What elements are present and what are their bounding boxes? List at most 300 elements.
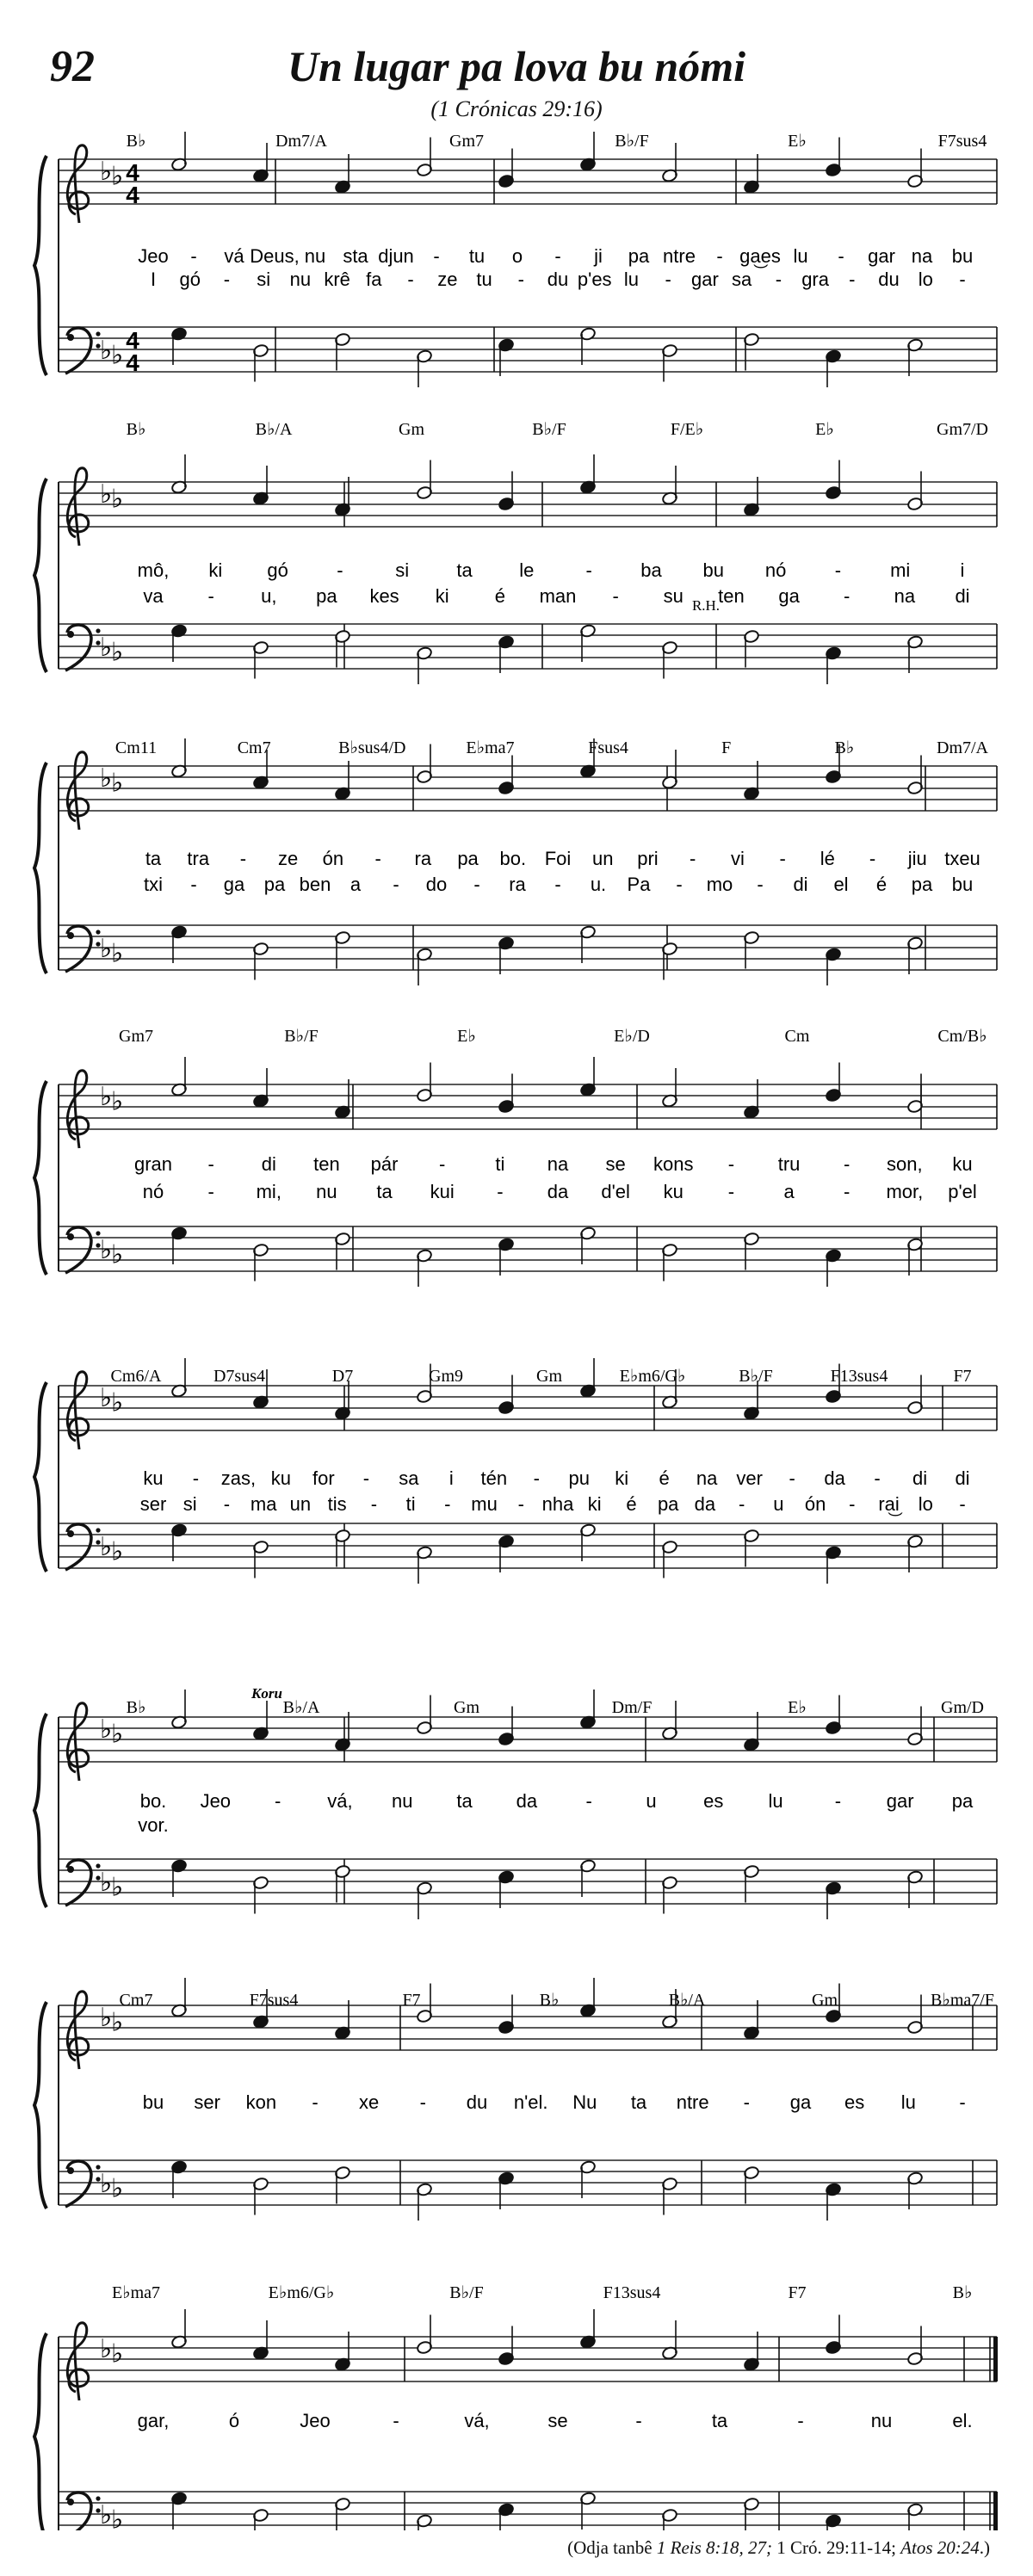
lyric-syllable: - (207, 1181, 214, 1202)
lyric-syllable: pa (263, 874, 286, 895)
time-signature-bottom: 4 (126, 182, 139, 208)
lyric-syllable: pár (370, 1153, 399, 1175)
lyric-syllable: na (911, 245, 933, 267)
lyric-syllable: bu (702, 559, 725, 581)
lyric-syllable: ser (139, 1493, 167, 1515)
scripture-reference: (1 Crónicas 29:16) (430, 96, 603, 121)
lyric-syllable: é (626, 1493, 637, 1515)
lyric-syllable: - (779, 848, 786, 869)
lyric-syllable: le (519, 559, 535, 581)
key-flat-icon: ♭ (111, 1240, 124, 1269)
bass-staff (59, 624, 997, 669)
chorus-label: Koru (251, 1685, 282, 1702)
key-flat-icon: ♭ (111, 2008, 124, 2037)
lyric-syllable: es (703, 1790, 724, 1812)
lyric-syllable: tu (468, 245, 486, 267)
lyric-syllable: ze (437, 269, 458, 290)
lyric-syllable: u. (590, 874, 607, 895)
system-brace (34, 1382, 46, 1572)
chord-symbol: B♭/F (449, 2283, 484, 2302)
lyric-syllable: u (773, 1493, 784, 1515)
bass-staff (59, 327, 997, 372)
chord-symbol: Cm/B♭ (937, 1027, 987, 1046)
lyric-syllable: sa (732, 269, 752, 290)
lyric-syllable: ki (435, 585, 449, 607)
key-flat-icon: ♭ (111, 939, 124, 968)
key-flat-icon: ♭ (111, 2505, 124, 2530)
lyric-syllable: da (694, 1493, 716, 1515)
lyric-syllable: - (517, 1493, 524, 1515)
lyric-syllable: lo (918, 1493, 933, 1515)
treble-clef-icon (67, 1372, 88, 1449)
lyric-syllable: a (349, 874, 362, 895)
lyric-syllable: man (539, 585, 577, 607)
chord-symbol: B♭ (539, 1991, 560, 2010)
lyric-syllable: si (182, 1493, 197, 1515)
lyric-syllable: ntre (676, 2091, 709, 2113)
chord-symbol: E♭m6/G♭ (268, 2283, 335, 2302)
lyric-syllable: lu (900, 2091, 916, 2113)
lyric-syllable: zas, (220, 1467, 257, 1489)
key-flat-icon: ♭ (111, 1720, 124, 1749)
lyric-syllable: - (207, 1153, 214, 1175)
bass-clef-dot (67, 2167, 74, 2174)
bass-clef-dot (67, 1233, 74, 1240)
lyric-syllable: gar (886, 1790, 914, 1812)
lyric-syllable: nu (870, 2410, 893, 2431)
chord-symbol: Gm7 (449, 132, 484, 151)
lyric-syllable: - (393, 2410, 399, 2431)
lyric-syllable: Foi (544, 848, 572, 869)
treble-clef-icon (67, 145, 88, 223)
chord-symbol: F7sus4 (249, 1991, 299, 2010)
lyric-syllable: ti (405, 1493, 416, 1515)
lyric-syllable: un (591, 848, 614, 869)
lyric-syllable: txeu (944, 848, 980, 869)
chord-symbol: Gm (812, 1991, 838, 2010)
lyric-syllable: - (554, 874, 561, 895)
lyric-syllable: - (473, 874, 480, 895)
bass-staff (59, 1226, 997, 1271)
lyric-syllable: - (959, 269, 966, 290)
lyric-syllable: pu (568, 1467, 590, 1489)
chord-symbol: E♭ (788, 1698, 807, 1717)
chord-symbol: Cm7 (119, 1991, 153, 2010)
bass-clef-dot (96, 1231, 100, 1235)
lyric-syllable: bu (142, 2091, 164, 2113)
lyric-syllable: djun (378, 245, 414, 267)
lyric-syllable: jiu (907, 848, 927, 869)
bass-clef-dot (96, 930, 100, 934)
lyric-syllable: lé (820, 848, 835, 869)
lyric-syllable: pa (911, 874, 933, 895)
key-flat-icon: ♭ (111, 1087, 124, 1116)
lyric-syllable: a (783, 1181, 795, 1202)
lyric-syllable: krê (324, 269, 350, 290)
chord-symbol: Gm/D (941, 1698, 984, 1717)
chord-symbol: B♭sus4/D (338, 738, 406, 757)
lyric-syllable: ma (250, 1493, 277, 1515)
system-brace (34, 2333, 46, 2530)
bass-clef-dot (96, 2496, 100, 2500)
lyric-syllable: ga (223, 874, 245, 895)
lyric-syllable: gó (179, 269, 201, 290)
lyric-syllable: for (312, 1467, 335, 1489)
lyric-syllable: ntre (663, 245, 696, 267)
lyric-syllable: ón (804, 1493, 826, 1515)
lyric-syllable: - (838, 245, 844, 267)
bass-staff (59, 925, 997, 970)
lyric-syllable: da (824, 1467, 845, 1489)
lyric-syllable: di (793, 874, 808, 895)
chord-symbol: F7sus4 (937, 132, 987, 151)
system-brace (34, 479, 46, 672)
lyric-syllable: - (844, 1153, 851, 1175)
lyric-syllable: - (239, 848, 247, 869)
treble-clef-icon (67, 468, 88, 546)
bass-clef-dot (67, 334, 74, 341)
lyric-syllable: lu (768, 1790, 783, 1812)
lyric-syllable: - (207, 585, 214, 607)
chord-symbol: B♭ (952, 2283, 973, 2302)
treble-clef-icon (67, 752, 88, 830)
lyric-syllable: kui (430, 1181, 455, 1202)
lyric-syllable: - (312, 2091, 319, 2113)
lyric-syllable: tén (480, 1467, 508, 1489)
lyric-syllable: du (547, 269, 569, 290)
lyric-syllable: bo. (499, 848, 527, 869)
chord-symbol: B♭ (126, 132, 146, 151)
chord-symbol: E♭ma7 (466, 738, 515, 757)
key-flat-icon: ♭ (111, 341, 124, 370)
system-brace (34, 2002, 46, 2208)
lyric-syllable: ki (615, 1467, 629, 1489)
lyric-syllable: mô, (137, 559, 170, 581)
lyric-syllable: - (797, 2410, 804, 2431)
chord-symbol: Fsus4 (588, 738, 628, 757)
chord-symbol: B♭/F (615, 132, 649, 151)
lyric-syllable: di (261, 1153, 276, 1175)
chord-symbol: F (721, 738, 732, 757)
lyric-syllable: nó (142, 1181, 164, 1202)
lyric-syllable: Jeo (300, 2410, 331, 2431)
chord-symbol: B♭ (126, 420, 146, 439)
lyric-syllable: kon (245, 2091, 277, 2113)
bass-staff (59, 1859, 997, 1904)
treble-clef-icon (67, 1992, 88, 2069)
lyric-syllable: gar (868, 245, 895, 267)
key-flat-icon: ♭ (100, 633, 113, 662)
lyric-syllable: ten (718, 585, 745, 607)
lyric-syllable: di (955, 585, 970, 607)
lyric-syllable: ze (278, 848, 299, 869)
song-number: 92 (50, 42, 95, 91)
lyric-syllable: - (727, 1181, 735, 1202)
lyric-syllable: Nu (572, 2091, 597, 2113)
key-flat-icon: ♭ (100, 1236, 113, 1264)
lyric-syllable: ta (630, 2091, 647, 2113)
lyric-syllable: é (659, 1467, 670, 1489)
lyric-syllable: ta (376, 1181, 393, 1202)
lyric-syllable: - (690, 848, 696, 869)
key-flat-icon: ♭ (100, 2170, 113, 2198)
lyric-syllable: da (547, 1181, 569, 1202)
lyric-syllable: kons (653, 1153, 694, 1175)
chord-symbol: Gm7 (119, 1027, 153, 1046)
system-brace (34, 1714, 46, 1907)
lyric-syllable: - (834, 559, 842, 581)
lyric-syllable: el. (952, 2410, 973, 2431)
system-brace (34, 1081, 46, 1275)
key-flat-icon: ♭ (100, 1715, 113, 1744)
lyric-syllable: - (407, 269, 414, 290)
lyric-syllable: ben (299, 874, 331, 895)
chord-symbol: F7 (788, 2283, 807, 2302)
chord-symbol: Cm (784, 1027, 810, 1046)
lyric-syllable: lo (918, 269, 933, 290)
chord-symbol: E♭ (815, 420, 834, 439)
lyric-syllable: do (425, 874, 448, 895)
key-flat-icon: ♭ (100, 158, 113, 186)
lyric-syllable: o (511, 245, 523, 267)
lyric-syllable: va (143, 585, 164, 607)
key-flat-icon: ♭ (111, 2174, 124, 2203)
lyric-syllable: - (393, 874, 399, 895)
lyric-syllable: vá, (327, 1790, 353, 1812)
lyric-syllable: ki (587, 1493, 602, 1515)
lyric-syllable: na (547, 1153, 569, 1175)
lyric-syllable: gra (801, 269, 829, 290)
lyric-syllable: fa (366, 269, 382, 290)
time-signature-bottom: 4 (126, 349, 139, 376)
right-hand-mark: R.H. (691, 597, 721, 614)
lyric-syllable: si (395, 559, 410, 581)
lyric-syllable: su (663, 585, 684, 607)
treble-staff (59, 1717, 997, 1762)
key-flat-icon: ♭ (111, 1873, 124, 1902)
lyric-syllable: ten (313, 1153, 340, 1175)
final-barline (993, 2492, 998, 2530)
lyric-syllable: mu (471, 1493, 498, 1515)
lyric-syllable: u, (261, 585, 277, 607)
lyric-syllable: - (433, 245, 440, 267)
lyric-syllable: Jeo (200, 1790, 232, 1812)
key-flat-icon: ♭ (100, 1869, 113, 1897)
lyric-syllable: kes (369, 585, 399, 607)
lyric-syllable: pa (951, 1790, 974, 1812)
lyric-syllable: ta (145, 848, 162, 869)
lyric-syllable: u (646, 1790, 657, 1812)
lyric-syllable: Deus, (250, 245, 300, 267)
lyric-syllable: - (374, 848, 381, 869)
lyric-syllable: - (274, 1790, 281, 1812)
lyric-syllable: nó (764, 559, 787, 581)
lyric-syllable: - (849, 1493, 856, 1515)
lyric-syllable: son, (887, 1153, 923, 1175)
bass-clef-dot (67, 631, 74, 638)
chord-symbol: Gm7/D (937, 420, 988, 439)
lyric-syllable: ón (322, 848, 344, 869)
bass-clef-dot (67, 932, 74, 939)
chord-symbol: Gm (399, 420, 424, 439)
lyric-syllable: ver (736, 1467, 763, 1489)
lyric-syllable: - (190, 874, 197, 895)
lyric-syllable: ki (208, 559, 223, 581)
chord-symbol: B♭ (834, 738, 855, 757)
lyric-syllable: - (585, 559, 592, 581)
lyric-syllable: - (775, 269, 782, 290)
lyric-syllable: - (192, 1467, 200, 1489)
chord-symbol: Gm (454, 1698, 479, 1717)
chord-symbol: B♭/A (255, 420, 293, 439)
lyric-syllable: pa (457, 848, 479, 869)
lyric-syllable: i (448, 1467, 454, 1489)
system-brace (34, 156, 46, 375)
lyric-syllable: i (960, 559, 965, 581)
lyric-syllable: ga͜es (739, 245, 781, 267)
lyric-syllable: d'el (601, 1181, 630, 1202)
lyric-syllable: - (337, 559, 343, 581)
lyric-syllable: - (665, 269, 671, 290)
chord-symbol: B♭/A (668, 1991, 706, 2010)
lyric-syllable: es (844, 2091, 865, 2113)
lyric-syllable: - (370, 1493, 378, 1515)
lyric-syllable: - (554, 245, 561, 267)
lyric-syllable: - (362, 1467, 370, 1489)
treble-clef-icon (67, 1703, 88, 1781)
lyric-syllable: p'el (948, 1181, 977, 1202)
lyric-syllable: lu (793, 245, 808, 267)
chord-symbol: E♭/D (614, 1027, 650, 1046)
lyric-syllable: - (419, 2091, 426, 2113)
key-flat-icon: ♭ (100, 2335, 113, 2363)
key-flat-icon: ♭ (111, 1537, 124, 1566)
chord-symbol: E♭ma7 (111, 2283, 161, 2302)
lyric-syllable: - (738, 1493, 745, 1515)
lyric-syllable: nu (289, 269, 312, 290)
lyric-syllable: - (959, 2091, 966, 2113)
lyric-syllable: - (676, 874, 683, 895)
song-title: Un lugar pa lova bu nómi (287, 42, 746, 90)
lyric-syllable: pa (657, 1493, 679, 1515)
lyric-syllable: mi (890, 559, 911, 581)
key-flat-icon: ♭ (100, 337, 113, 365)
lyric-syllable: un (289, 1493, 312, 1515)
lyric-syllable: - (585, 1790, 592, 1812)
treble-staff (59, 159, 997, 204)
lyric-syllable: - (517, 269, 524, 290)
key-flat-icon: ♭ (100, 764, 113, 793)
lyric-syllable: ku (663, 1181, 684, 1202)
lyric-syllable: ga (778, 585, 800, 607)
lyric-syllable: - (874, 1467, 881, 1489)
lyric-syllable: ta (456, 1790, 473, 1812)
lyric-syllable: ga (789, 2091, 812, 2113)
lyric-syllable: tra (187, 848, 210, 869)
lyric-syllable: sa (399, 1467, 419, 1489)
lyric-syllable: - (533, 1467, 540, 1489)
lyric-syllable: vi (730, 848, 745, 869)
chord-symbol: B♭/F (284, 1027, 319, 1046)
lyric-syllable: tru (777, 1153, 801, 1175)
chord-symbol: F7 (402, 1991, 421, 2010)
chord-symbol: Cm11 (114, 738, 158, 757)
lyric-syllable: di (912, 1467, 928, 1489)
lyric-syllable: - (757, 874, 764, 895)
lyric-syllable: - (743, 2091, 750, 2113)
system-brace (34, 763, 46, 973)
lyric-syllable: mor, (886, 1181, 924, 1202)
lyric-syllable: bu (951, 874, 974, 895)
lyric-syllable: é (875, 874, 888, 895)
lyric-syllable: ji (594, 245, 603, 267)
final-barline (993, 2337, 998, 2381)
lyric-syllable: - (959, 1493, 966, 1515)
lyric-syllable: vor. (138, 1814, 169, 1836)
bass-clef-dot (67, 1866, 74, 1873)
chord-symbol: Dm7/A (275, 132, 327, 151)
chord-symbol: Dm/F (611, 1698, 653, 1717)
lyric-syllable: nha (541, 1493, 574, 1515)
key-flat-icon: ♭ (100, 1384, 113, 1412)
bass-clef-dot (67, 2499, 74, 2505)
treble-clef-icon (67, 2323, 88, 2400)
chord-symbol: B♭ (126, 1698, 146, 1717)
lyric-syllable: se (547, 2410, 568, 2431)
lyric-syllable: - (844, 585, 851, 607)
lyric-syllable: nu (316, 1181, 337, 1202)
lyric-syllable: ser (194, 2091, 220, 2113)
lyric-syllable: - (444, 1493, 451, 1515)
lyric-syllable: vá (224, 245, 244, 267)
bass-clef-dot (96, 1528, 100, 1532)
lyric-syllable: Pa (627, 874, 651, 895)
lyric-syllable: - (223, 269, 231, 290)
lyric-syllable: - (869, 848, 876, 869)
lyric-syllable: bo. (139, 1790, 167, 1812)
time-signature-top: 4 (126, 327, 139, 354)
key-flat-icon: ♭ (111, 485, 124, 514)
chord-symbol: Cm7 (237, 738, 271, 757)
lyric-syllable: gar, (137, 2410, 170, 2431)
treble-staff (59, 2337, 997, 2381)
lyric-syllable: xe (359, 2091, 380, 2113)
bass-staff (59, 2160, 997, 2205)
lyric-syllable: ku (143, 1467, 164, 1489)
chord-symbol: B♭/F (532, 420, 566, 439)
lyric-syllable: pri (637, 848, 659, 869)
bass-staff (59, 2492, 997, 2530)
key-flat-icon: ♭ (100, 935, 113, 963)
bass-clef-dot (96, 331, 100, 336)
lyric-syllable: na (696, 1467, 718, 1489)
lyric-syllable: tis (327, 1493, 347, 1515)
key-flat-icon: ♭ (100, 2501, 113, 2530)
chord-symbol: B♭/F (739, 1367, 773, 1386)
lyric-syllable: ku (270, 1467, 292, 1489)
chord-symbol: E♭ (457, 1027, 476, 1046)
chord-symbol: F13sus4 (830, 1367, 888, 1386)
lyric-syllable: bu (951, 245, 974, 267)
lyric-syllable: mo (706, 874, 733, 895)
key-flat-icon: ♭ (100, 1533, 113, 1561)
key-flat-icon: ♭ (111, 769, 124, 798)
key-flat-icon: ♭ (111, 2339, 124, 2369)
lyric-syllable: sta (343, 245, 368, 267)
lyric-syllable: na (894, 585, 916, 607)
chord-symbol: B♭ma7/F (931, 1991, 994, 2010)
key-flat-icon: ♭ (100, 480, 113, 509)
